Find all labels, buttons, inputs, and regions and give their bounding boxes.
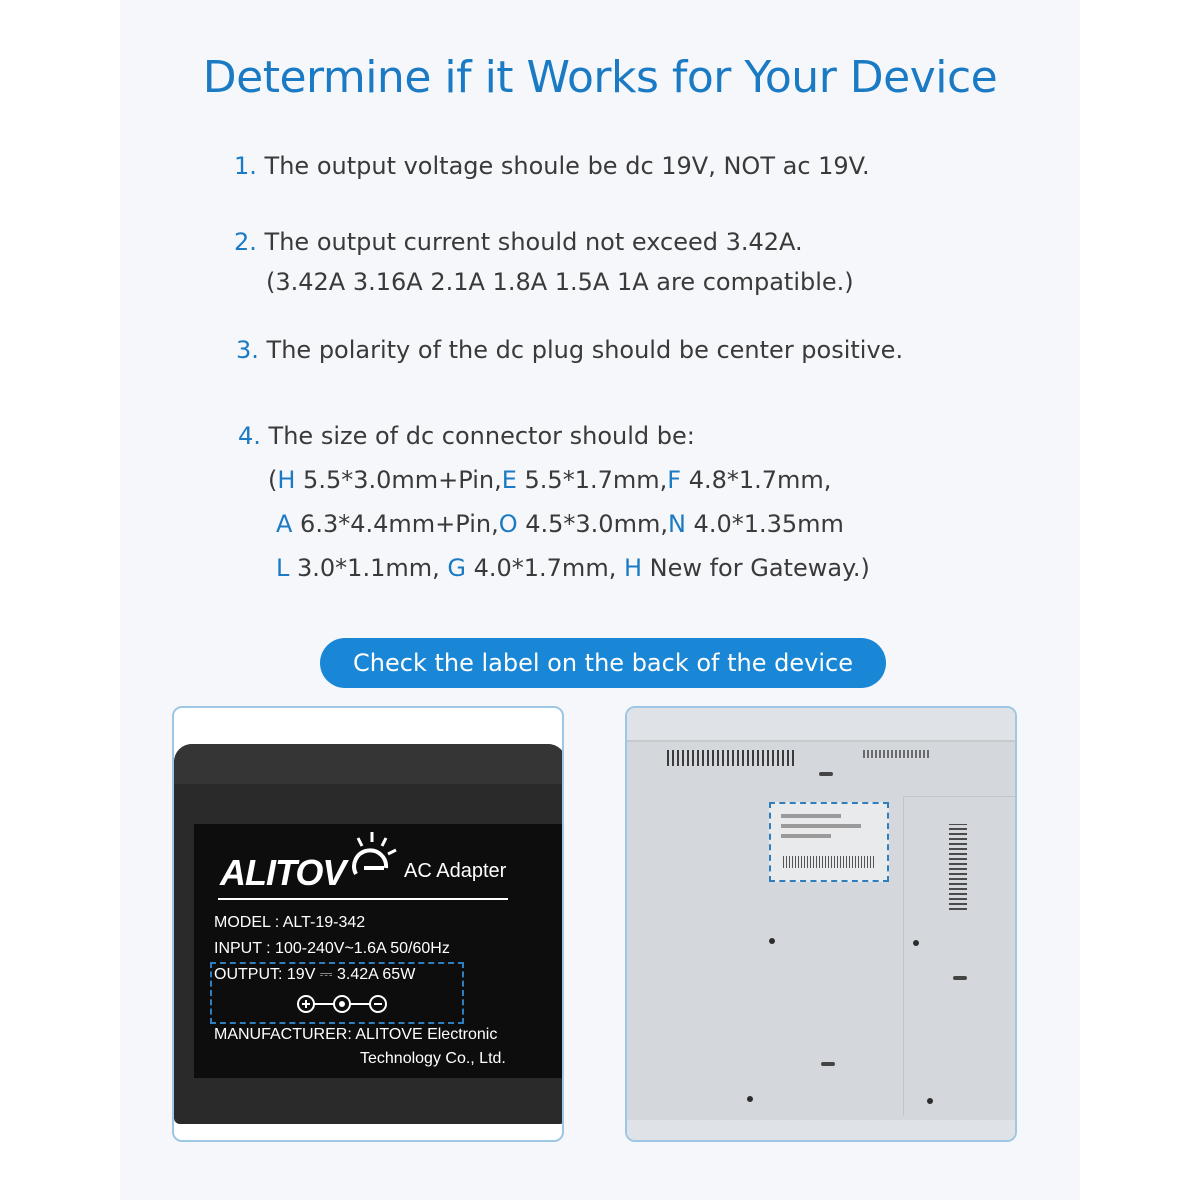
manufacturer-line-1: MANUFACTURER: ALITOVE Electronic — [214, 1026, 498, 1043]
barcode — [949, 824, 967, 910]
divider — [218, 898, 508, 900]
item-text: The polarity of the dc plug should be center positive. — [266, 336, 904, 364]
requirement-2-sub: (3.42A 3.16A 2.1A 1.8A 1.5A 1A are compatible.) — [266, 268, 854, 296]
input-line: INPUT : 100-240V~1.6A 50/60Hz — [214, 940, 450, 957]
device-label-sticker — [769, 802, 889, 882]
brand-logo: ALITOV — [220, 852, 346, 893]
connector-code: H — [277, 466, 296, 494]
output-line: OUTPUT: 19V ⎓ 3.42A 65W — [214, 966, 416, 983]
connector-line-2 — [276, 510, 844, 538]
screw — [769, 938, 775, 944]
connector-code: N — [667, 510, 686, 538]
rubber-foot — [953, 976, 967, 980]
product-name: AC Adapter — [404, 860, 507, 882]
item-number: 1. — [234, 152, 257, 180]
connector-size: New for Gateway.) — [642, 554, 870, 582]
connector-size: 4.8*1.7mm, — [681, 466, 832, 494]
sticker-text — [781, 824, 861, 828]
connector-size: 4.5*3.0mm, — [517, 510, 668, 538]
connector-code: L — [276, 554, 290, 582]
connector-line-1 — [268, 466, 831, 494]
adapter-top — [174, 744, 564, 784]
connector-code: F — [667, 466, 682, 494]
screw — [913, 940, 919, 946]
connector-size: 4.0*1.35mm — [685, 510, 844, 538]
page-title: Determine if it Works for Your Device — [202, 52, 998, 103]
sun-icon — [342, 828, 402, 888]
connector-code: A — [276, 510, 293, 538]
rubber-foot — [819, 772, 833, 776]
screw — [927, 1098, 933, 1104]
connector-size: 6.3*4.4mm+Pin, — [292, 510, 499, 538]
item-text: The output current should not exceed 3.42A. — [264, 228, 803, 256]
item-text: The size of dc connector should be: — [268, 422, 695, 450]
vent-grille — [667, 750, 797, 766]
item-text: The output voltage shoule be dc 19V, NOT ac 19V. — [264, 152, 870, 180]
check-label-banner: Check the label on the back of the device — [320, 638, 886, 688]
requirement-3 — [236, 336, 903, 364]
screw — [747, 1096, 753, 1102]
polarity-icon — [294, 992, 394, 1016]
manufacturer-line-2: Technology Co., Ltd. — [360, 1050, 506, 1067]
connector-size: 5.5*1.7mm, — [516, 466, 668, 494]
adapter-photo — [172, 706, 564, 1142]
item-number: 3. — [236, 336, 259, 364]
connector-line-3 — [276, 554, 870, 582]
sticker-text — [781, 814, 841, 818]
connector-size: 3.0*1.1mm, — [289, 554, 448, 582]
barcode — [863, 750, 929, 758]
barcode — [783, 856, 875, 868]
connector-size: 5.5*3.0mm+Pin, — [295, 466, 502, 494]
rubber-foot — [821, 1062, 835, 1066]
model-line: MODEL : ALT-19-342 — [214, 914, 366, 931]
paren: ( — [268, 466, 278, 494]
requirement-4 — [238, 422, 695, 450]
connector-code: G — [447, 554, 466, 582]
item-number: 4. — [238, 422, 261, 450]
connector-size: 4.0*1.7mm, — [465, 554, 624, 582]
sticker-text — [781, 834, 831, 838]
adapter-label-plate — [194, 824, 564, 1078]
connector-code: E — [501, 466, 517, 494]
connector-code: H — [623, 554, 642, 582]
requirement-2 — [234, 228, 803, 256]
item-number: 2. — [234, 228, 257, 256]
requirement-1 — [234, 152, 870, 180]
laptop-surface — [627, 708, 1017, 1142]
connector-code: O — [498, 510, 518, 538]
laptop-bottom-photo — [625, 706, 1017, 1142]
